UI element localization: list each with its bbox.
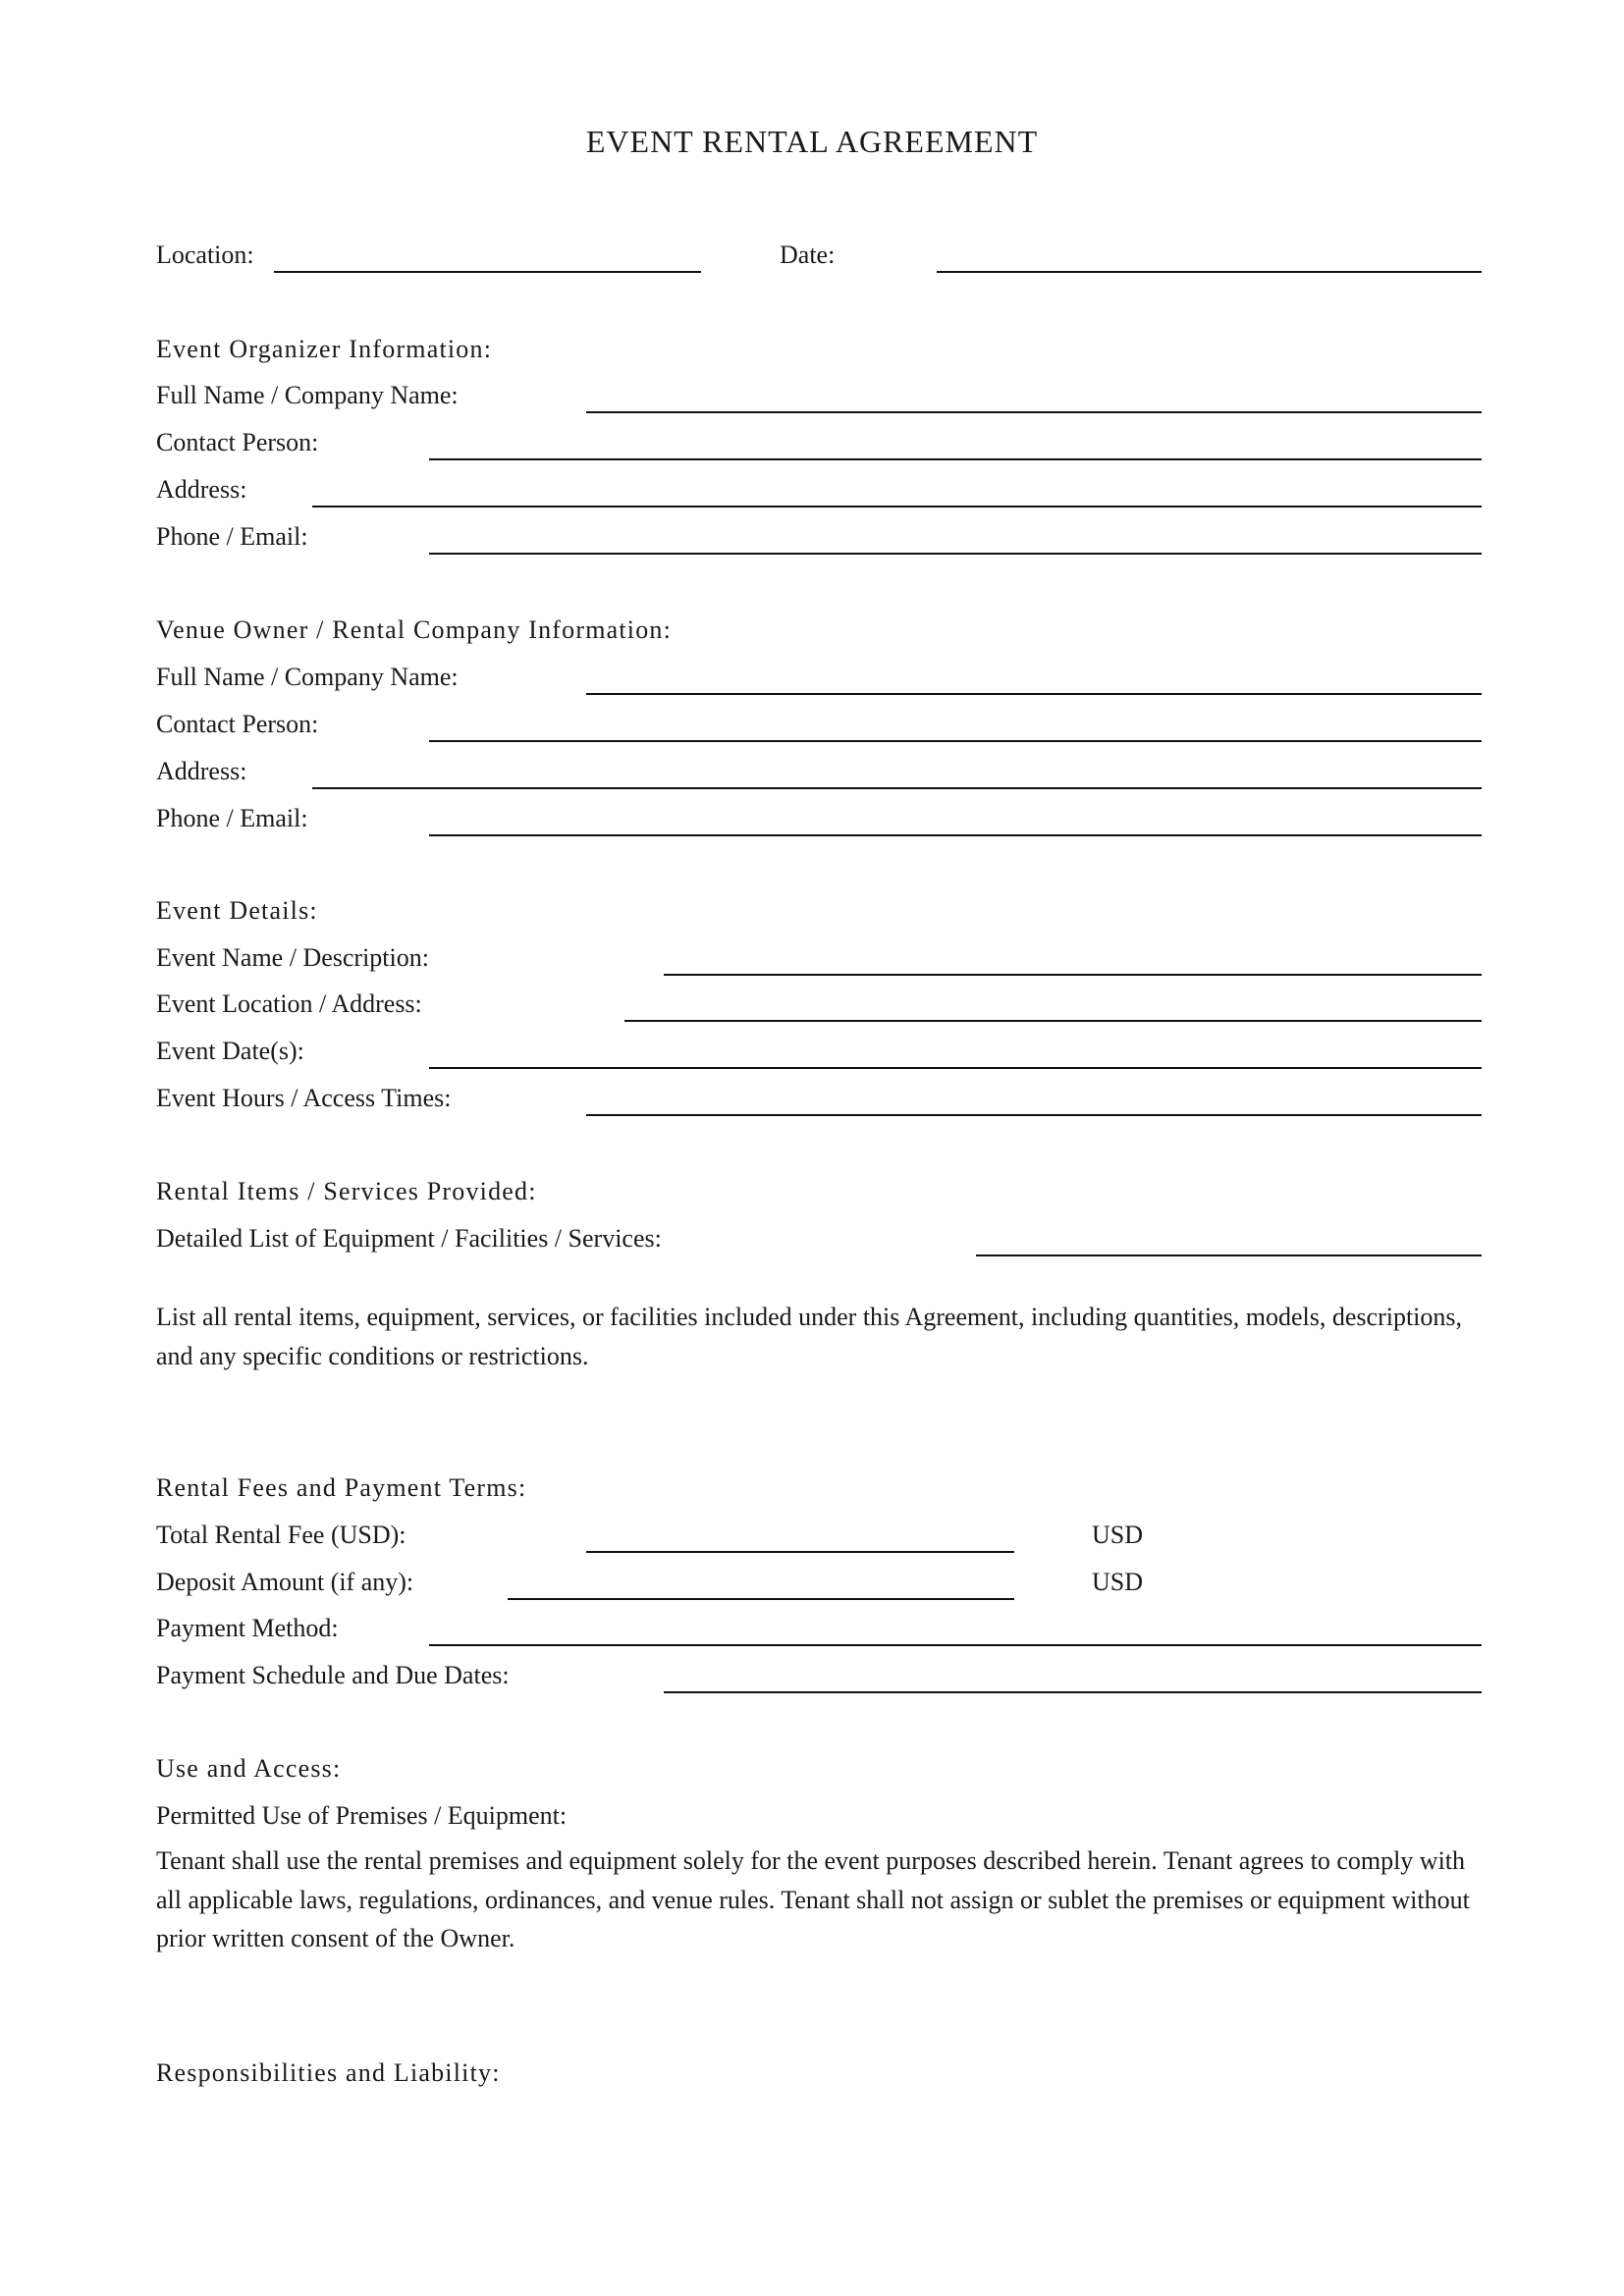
organizer-phone-label: Phone / Email: [156, 522, 308, 551]
owner-full-name-label: Full Name / Company Name: [156, 663, 459, 691]
date-label: Date: [780, 240, 836, 269]
event-location-field[interactable] [624, 1020, 1482, 1022]
organizer-address-label: Address: [156, 475, 247, 504]
organizer-contact-field[interactable] [429, 458, 1482, 460]
owner-heading: Venue Owner / Rental Company Information: [156, 615, 673, 644]
owner-full-name-field[interactable] [586, 693, 1482, 695]
rental-items-list-field[interactable] [976, 1255, 1482, 1256]
event-heading: Event Details: [156, 896, 318, 925]
location-label: Location: [156, 240, 254, 269]
owner-phone-field[interactable] [429, 834, 1482, 836]
total-fee-unit: USD [1092, 1521, 1144, 1549]
rental-items-instructions: List all rental items, equipment, services, or facilities included under this Agreement, including quantities, models, descriptions, and any specific conditions or restrictions. [156, 1303, 1463, 1370]
payment-schedule-field[interactable] [664, 1691, 1482, 1693]
rental-items-list-label: Detailed List of Equipment / Facilities / Services: [156, 1224, 662, 1253]
event-location-label: Event Location / Address: [156, 989, 422, 1018]
document-title: EVENT RENTAL AGREEMENT [585, 124, 1039, 159]
use-terms: Tenant shall use the rental premises and equipment solely for the event purposes described herein. Tenant agrees to comply with all applicable laws, regulations, ordinances, and venue rules. Tenant shall not assign or sublet the premises or equipment without prior written consent of the Owner. [156, 1846, 1470, 1952]
organizer-address-field[interactable] [312, 506, 1482, 507]
rental-items-heading: Rental Items / Services Provided: [156, 1177, 537, 1205]
organizer-phone-field[interactable] [429, 553, 1482, 555]
total-fee-label: Total Rental Fee (USD): [156, 1521, 406, 1549]
organizer-full-name-field[interactable] [586, 411, 1482, 413]
payment-schedule-label: Payment Schedule and Due Dates: [156, 1661, 510, 1689]
event-dates-field[interactable] [429, 1067, 1482, 1069]
deposit-unit: USD [1092, 1568, 1144, 1596]
use-heading: Use and Access: [156, 1754, 342, 1783]
organizer-contact-label: Contact Person: [156, 428, 319, 456]
fees-heading: Rental Fees and Payment Terms: [156, 1473, 527, 1502]
location-field[interactable] [274, 271, 701, 273]
owner-address-label: Address: [156, 757, 247, 785]
deposit-label: Deposit Amount (if any): [156, 1568, 414, 1596]
owner-contact-label: Contact Person: [156, 710, 319, 738]
owner-contact-field[interactable] [429, 740, 1482, 742]
payment-method-label: Payment Method: [156, 1614, 339, 1642]
organizer-heading: Event Organizer Information: [156, 335, 493, 363]
event-name-field[interactable] [664, 974, 1482, 976]
event-dates-label: Event Date(s): [156, 1037, 304, 1065]
event-hours-field[interactable] [586, 1114, 1482, 1116]
event-hours-label: Event Hours / Access Times: [156, 1084, 452, 1112]
organizer-full-name-label: Full Name / Company Name: [156, 381, 459, 409]
event-name-label: Event Name / Description: [156, 943, 429, 972]
deposit-field[interactable] [508, 1598, 1014, 1600]
owner-address-field[interactable] [312, 787, 1482, 789]
permitted-use-label: Permitted Use of Premises / Equipment: [156, 1801, 568, 1830]
owner-phone-label: Phone / Email: [156, 804, 308, 832]
liability-heading: Responsibilities and Liability: [156, 2058, 501, 2087]
total-fee-field[interactable] [586, 1551, 1014, 1553]
payment-method-field[interactable] [429, 1644, 1482, 1646]
date-field[interactable] [937, 271, 1482, 273]
